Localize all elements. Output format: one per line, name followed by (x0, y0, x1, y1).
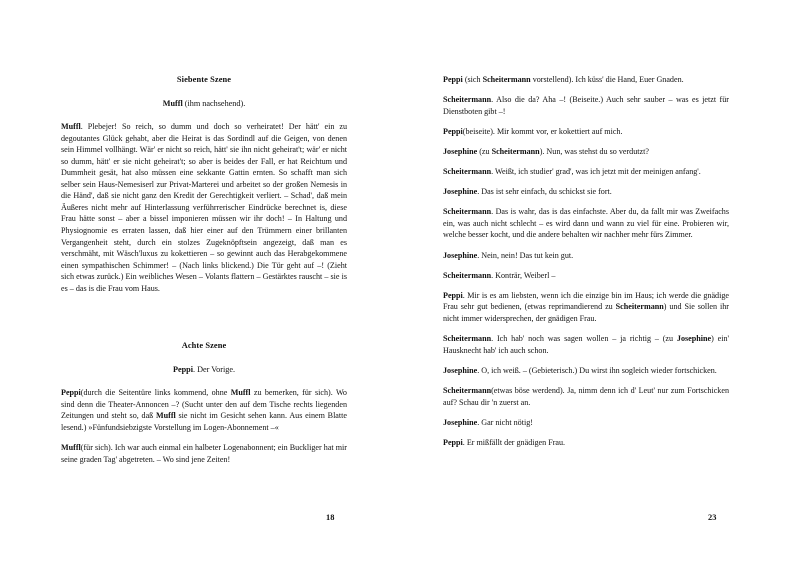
speech-text: . O, ich weiß. – (Gebieterisch.) Du wirst ihn sogleich wieder fortschicken. (477, 365, 717, 375)
speech-paragraph (443, 385, 729, 408)
speech-text: . Konträr, Weiberl – (491, 270, 556, 280)
speech-paragraph (61, 387, 347, 433)
scene-cast-line (61, 364, 347, 376)
character-name: Scheitermann (443, 334, 492, 344)
speech-text: . Gar nicht nötig! (477, 417, 533, 427)
character-name: Peppi (443, 126, 463, 136)
page-number-right: 23 (708, 513, 717, 522)
speech-paragraph (443, 437, 729, 449)
scene-cast-line (61, 98, 347, 110)
speech-text: zu bemerken, für sich). Wo sind denn die Theater-Annoncen –? (Sucht unter den auf dem Tische rechts liegenden Zeitungen und steht so, daß (61, 388, 347, 421)
character-name: Peppi (61, 388, 81, 398)
page-number-left: 18 (326, 513, 335, 522)
speech-paragraph (443, 290, 729, 325)
speech-text: ). Nun, was stehst du so verdutzt? (539, 146, 649, 156)
character-name-inline: Scheitermann (482, 75, 531, 84)
speech-paragraph (443, 206, 729, 241)
stage-direction: (ihm nachsehend). (182, 98, 246, 108)
character-name: Scheitermann (443, 95, 492, 105)
character-name-inline: Muffl (155, 411, 176, 421)
scene-heading: Siebente Szene (176, 75, 232, 84)
character-name: Josephine (443, 146, 478, 156)
speech-text: . Er mißfällt der gnädigen Frau. (462, 437, 566, 447)
speech-text: . Weißt, ich studier' grad', was ich jetzt mit der meinigen anfang'. (491, 167, 701, 177)
character-name: Scheitermann (443, 207, 492, 217)
speech-paragraph (443, 166, 729, 178)
speech-paragraph (61, 442, 347, 465)
speech-paragraph (443, 126, 729, 138)
speech-paragraph (443, 146, 729, 158)
stage-direction: . Der Vorige. (193, 364, 236, 374)
character-name: Josephine (443, 250, 478, 260)
speech-text: ) und Sie sollen ihr nicht immer widersprechen, der gnädigen Frau. (443, 302, 729, 323)
character-name: Scheitermann (443, 385, 492, 395)
speech-text: (sich (462, 75, 483, 84)
character-name: Scheitermann (443, 167, 492, 177)
character-name: Peppi (443, 75, 463, 84)
speech-text: . Ich hab' noch was sagen wollen – ja richtig – (zu (491, 334, 677, 344)
text-column-left (61, 74, 347, 474)
character-name-inline: Scheitermann (491, 146, 540, 156)
character-name: Peppi (443, 437, 463, 447)
speech-text: . Das ist sehr einfach, du schickst sie fort. (477, 187, 612, 197)
speech-text: sie nicht im Gesicht sehen kann. Aus einem Blatte lesend.) »Fünfundsiebzigste Vorstellung im Logen-Abonnement –« (61, 411, 347, 433)
speech-paragraph (443, 270, 729, 282)
speech-text: (zu (477, 146, 492, 156)
character-name-inline: Josephine (676, 334, 712, 344)
speech-paragraph (443, 333, 729, 356)
speech-text: (etwas böse werdend). Ja, nimm denn ich d' Leut' nur zum Fortschicken auf? Schau dir 'n zuerst an. (443, 385, 729, 407)
speech-text: . Also die da? Aha –! (Beiseite.) Auch sehr sauber – was es jetzt für Dienstboten gibt –! (443, 95, 729, 116)
speech-paragraph (443, 186, 729, 198)
text-column-right (443, 74, 729, 457)
character-name: Peppi (443, 290, 463, 300)
speech-paragraph (443, 250, 729, 262)
speech-text: . Das is wahr, das is das einfachste. Aber du, da fallt mir was Zweifachs ein, was auch nicht schlecht – es wird dann und wann zu viel für eine. Probieren wir, welche besser kocht, und die andere behalten wir nachher mehr fürs Zimmer. (443, 207, 729, 240)
character-name: Josephine (443, 417, 478, 427)
character-name: Peppi (172, 364, 194, 374)
speech-text: . Plebejer! So reich, so dumm und doch so verheiratet! Der hätt' ein zu degoutantes Glück gehabt, aber die Heirat is das Sordindl auf die Geigen, von denen sein Himmel vollhängt. Wär' er nicht so reich, hätt' sie ihn nicht geheirat't; wär' er nicht so dumm, hätt' er sie nicht geheirat't; so aber is beides der Fall, er hat Reichtum und Dummheit gesät, hat also müssen eine sekkante Gattin ernten. So schafft man sich selber sein Haus-Nemesiserl zur Privat-Marterei und arbeitet so der großen Nemesis in die Händ', daß sie nicht ganz den Kredit der Gerechtigkeit verliert. – Schad', daß mein Äußeres nicht mehr auf Hinterlassung verführrerischer Eindrücke berechnet is, diese Frau hätte sonst – aber a bissel imponieren müssen wir ihr doch! – In Haltung und Physiognomie es erraten lassen, daß hier einer auf den Trümmern einer brillanten Vergangenheit steht, durch ein stolzes Zugeknöpftsein angezeigt, daß man es verschmäht, mit Wäsch'luxus zu kokettieren – so gewinnt auch das Herabgekommene einen sympathischen Schimmer! – (Nach links blickend.) Die Tür geht auf –! (Zieht sich etwas zurück.) Ein weibliches Wesen – Volants flattern – Gestärktes rauscht – sie is es – das is die Frau vom Haus. (61, 122, 347, 293)
character-name: Muffl (61, 122, 81, 132)
character-name: Josephine (443, 365, 478, 375)
character-name: Scheitermann (443, 270, 492, 280)
speech-paragraph (443, 94, 729, 117)
speech-text: . Mir is es am liebsten, wenn ich die einzige bin im Haus; ich werde die gnädige Frau sehr gut bedienen, (etwas reprimandierend zu (443, 290, 729, 312)
speech-text: vorstellend). Ich küss' die Hand, Euer Gnaden. (530, 75, 684, 84)
speech-text: . Nein, nein! Das tut kein gut. (477, 250, 574, 260)
character-name: Muffl (61, 443, 81, 453)
speech-paragraph (443, 417, 729, 429)
character-name: Muffl (162, 98, 183, 108)
speech-paragraph (61, 121, 347, 294)
scene-heading: Achte Szene (181, 341, 227, 351)
speech-paragraph (443, 74, 729, 86)
character-name: Josephine (443, 187, 478, 197)
character-name-inline: Scheitermann (615, 302, 664, 312)
speech-text: (beiseite). Mir kommt vor, er kokettiert auf mich. (462, 126, 623, 136)
speech-text: (durch die Seitentüre links kommend, ohne (80, 388, 231, 398)
character-name-inline: Muffl (230, 388, 251, 398)
speech-text: (für sich). Ich war auch einmal ein halbeter Logenabonnent; ein Buckliger hat mir seine graden Tag' abgetreten. – Wo sind jene Zeiten! (61, 443, 347, 464)
speech-paragraph (443, 365, 729, 377)
speech-text: ) ein' Hausknecht hab' ich auch schon. (443, 334, 729, 355)
